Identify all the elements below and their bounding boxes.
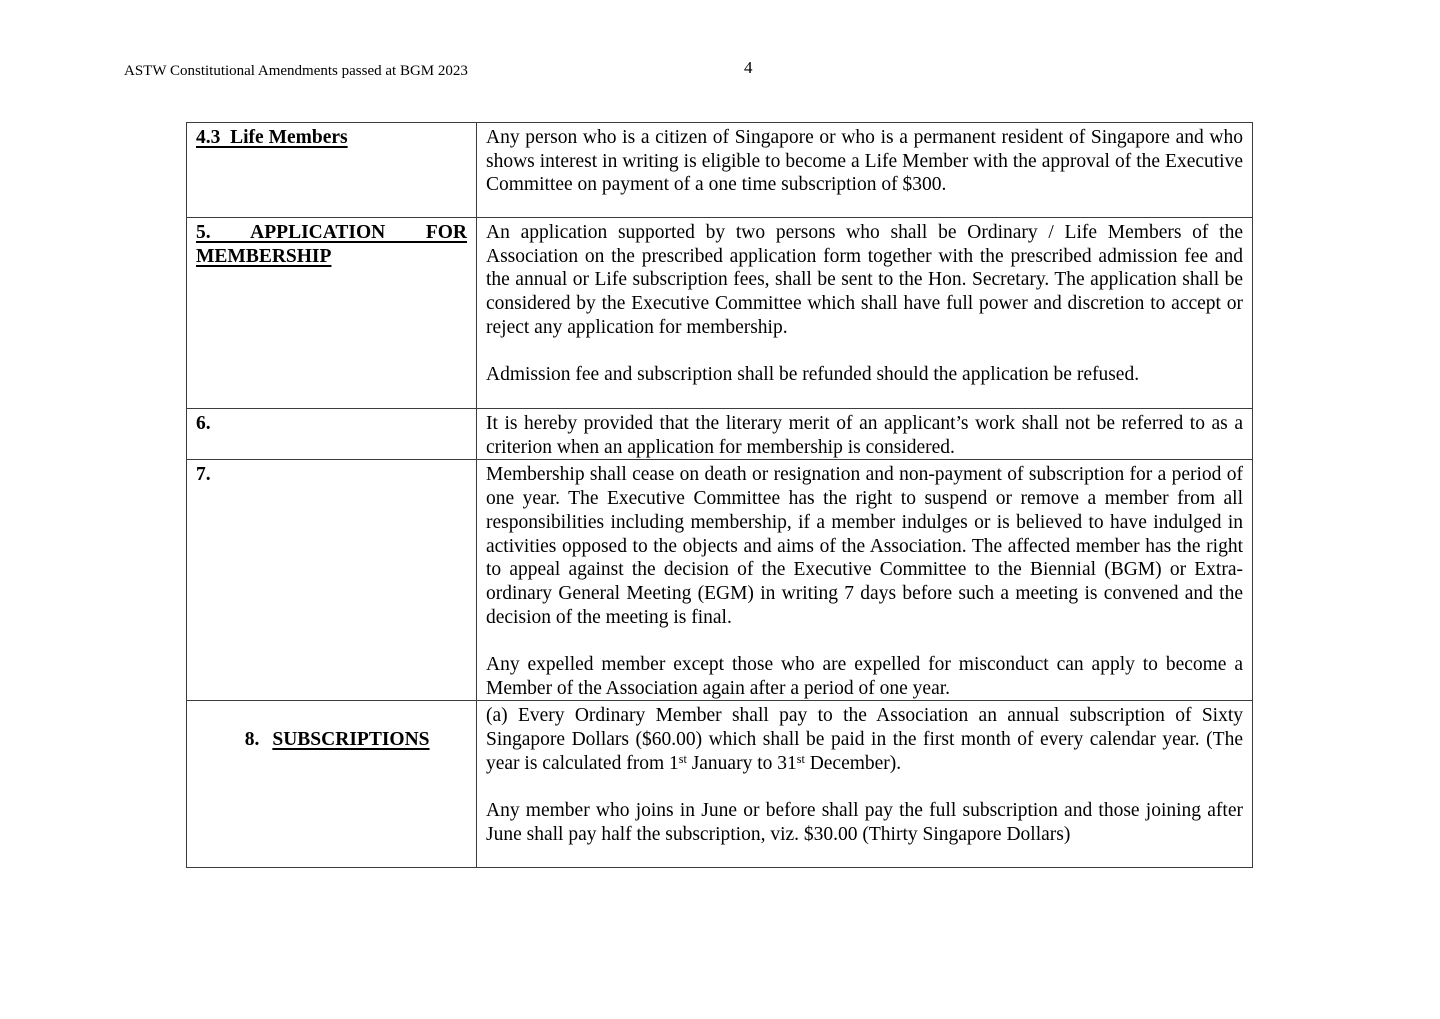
heading-cell [187,701,477,868]
body-cell [477,409,1253,460]
table-row-section-6 [187,409,1253,460]
heading-cell [187,218,477,409]
table-row-application [187,218,1253,409]
cell-paragraph: Any person who is a citizen of Singapore or who is a permanent resident of Singapore and who shows interest in writing is eligible to become a Life Member with the approval of the Executive Committee on payment of a one time subscription of $300. [486,127,1243,196]
cell-paragraph: Admission fee and subscription shall be refunded should the application be refused. [486,364,1140,386]
table-row-subscriptions [187,701,1253,868]
body-cell [477,218,1253,409]
cell-paragraph: It is hereby provided that the literary merit of an applicant’s work shall not be referred to as a criterion when an application for membership is considered. [486,413,1243,458]
cell-paragraph: (a) Every Ordinary Member shall pay to the Association an annual subscription of Sixty Singapore Dollars ($60.00) which shall be paid in the first month of every calendar year. (The year is calculated from 1st January to 31st December). [486,705,1243,774]
table-row-section-7 [187,460,1253,701]
heading-cell [187,409,477,460]
section-heading-6: 6. [196,413,211,434]
membership-rules-table [186,122,1253,868]
cell-paragraph: An application supported by two persons who shall be Ordinary / Life Members of the Association on the prescribed application form together with the prescribed admission fee and the annual or Life subscription fees, shall be sent to the Hon. Secretary. The application shall be considered by the Executive Committee which shall have full power and discretion to accept or reject any application for membership. [486,222,1243,338]
section-heading-7: 7. [196,464,211,486]
section-heading-application-line1: 5. APPLICATION FOR [196,222,467,243]
section-title: SUBSCRIPTIONS [272,729,430,751]
body-cell [477,460,1253,701]
section-heading-subscriptions [196,704,467,775]
cell-paragraph: Membership shall cease on death or resignation and non-payment of subscription for a period of one year. The Executive Committee has the right to suspend or remove a member from all responsibilities including membership, if a member indulges or is believed to have indulged in activities opposed to the objects and aims of the Association. The affected member has the right to appeal against the decision of the Executive Committee to the Biennial (BGM) or Extra-ordinary General Meeting (EGM) in writing 7 days before such a meeting is convened and the decision of the meeting is final. [486,464,1243,628]
section-heading-application-line2: MEMBERSHIP [196,245,332,267]
section-number: 8. [244,729,260,751]
section-heading-life-members: 4.3 Life Members [196,127,348,148]
table-row-life-members [187,123,1253,218]
running-header: ASTW Constitutional Amendments passed at BGM 2023 [124,63,468,79]
page-number: 4 [744,58,753,77]
cell-paragraph: Any expelled member except those who are expelled for misconduct can apply to become a Member of the Association again after a period of one year. [486,654,1243,699]
heading-cell [187,123,477,218]
cell-paragraph: Any member who joins in June or before shall pay the full subscription and those joining after June shall pay half the subscription, viz. $30.00 (Thirty Singapore Dollars) [486,800,1243,845]
body-cell [477,123,1253,218]
heading-cell [187,460,477,701]
body-cell [477,701,1253,868]
